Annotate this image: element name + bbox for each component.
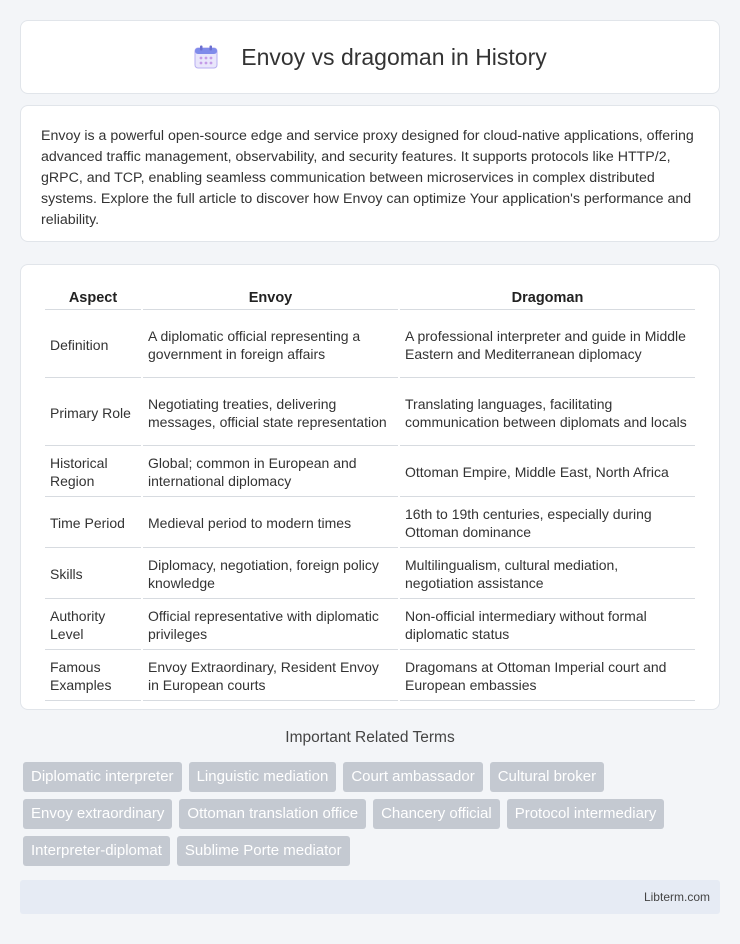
related-term-tag[interactable]: Cultural broker <box>490 762 604 792</box>
related-term-tag[interactable]: Court ambassador <box>343 762 482 792</box>
cell-envoy: A diplomatic official representing a government in foreign affairs <box>143 312 398 378</box>
cell-dragoman: Translating languages, facilitating communication between diplomats and locals <box>400 380 695 446</box>
related-term-tag[interactable]: Envoy extraordinary <box>23 799 172 829</box>
cell-envoy: Global; common in European and international diplomacy <box>143 448 398 497</box>
related-term-tag[interactable]: Ottoman translation office <box>179 799 366 829</box>
related-term-tag[interactable]: Protocol intermediary <box>507 799 665 829</box>
cell-aspect: Definition <box>45 312 141 378</box>
title-card <box>20 20 720 94</box>
cell-dragoman: Non-official intermediary without formal diplomatic status <box>400 601 695 650</box>
cell-aspect: Skills <box>45 550 141 599</box>
cell-envoy: Envoy Extraordinary, Resident Envoy in European courts <box>143 652 398 701</box>
cell-dragoman: Dragomans at Ottoman Imperial court and European embassies <box>400 652 695 701</box>
cell-dragoman: Ottoman Empire, Middle East, North Africa <box>400 448 695 497</box>
cell-aspect: Famous Examples <box>45 652 141 701</box>
cell-aspect: Time Period <box>45 499 141 548</box>
cell-envoy: Official representative with diplomatic privileges <box>143 601 398 650</box>
table-row <box>45 652 695 701</box>
related-term-tag[interactable]: Interpreter-diplomat <box>23 836 170 866</box>
table-row <box>45 380 695 446</box>
related-term-tag[interactable]: Diplomatic interpreter <box>23 762 182 792</box>
comparison-table <box>43 283 697 703</box>
related-term-tag[interactable]: Chancery official <box>373 799 500 829</box>
header-aspect: Aspect <box>45 285 141 310</box>
table-row <box>45 601 695 650</box>
related-term-tag[interactable]: Sublime Porte mediator <box>177 836 350 866</box>
intro-card <box>20 105 720 242</box>
table-row <box>45 312 695 378</box>
related-terms-title: Important Related Terms <box>285 729 455 746</box>
cell-dragoman: 16th to 19th centuries, especially during Ottoman dominance <box>400 499 695 548</box>
header-dragoman: Dragoman <box>400 285 695 310</box>
page-title: Envoy vs dragoman in History <box>241 43 547 70</box>
cell-dragoman: A professional interpreter and guide in Middle Eastern and Mediterranean diplomacy <box>400 312 695 378</box>
table-row <box>45 550 695 599</box>
related-term-tag[interactable]: Linguistic mediation <box>189 762 337 792</box>
comparison-table-card <box>20 264 720 710</box>
related-terms-list <box>23 762 723 866</box>
cell-aspect: Authority Level <box>45 601 141 650</box>
header-envoy: Envoy <box>143 285 398 310</box>
cell-envoy: Negotiating treaties, delivering messages, official state representation <box>143 380 398 446</box>
table-row <box>45 448 695 497</box>
footer-brand[interactable]: Libterm.com <box>643 890 710 904</box>
intro-text: Envoy is a powerful open-source edge and service proxy designed for cloud-native applications, offering advanced traffic management, observability, and security features. It supports protocols like HTTP/2, gRPC, and TCP, enabling seamless communication between microservices in complex distributed systems. Explore the full article to discover how Envoy can optimize Your application's performance and reliability. <box>41 128 694 228</box>
footer <box>20 880 720 914</box>
cell-dragoman: Multilingualism, cultural mediation, negotiation assistance <box>400 550 695 599</box>
table-header-row <box>45 285 695 310</box>
cell-envoy: Medieval period to modern times <box>143 499 398 548</box>
calendar-icon <box>193 44 219 70</box>
cell-envoy: Diplomacy, negotiation, foreign policy knowledge <box>143 550 398 599</box>
table-row <box>45 499 695 548</box>
cell-aspect: Primary Role <box>45 380 141 446</box>
cell-aspect: Historical Region <box>45 448 141 497</box>
